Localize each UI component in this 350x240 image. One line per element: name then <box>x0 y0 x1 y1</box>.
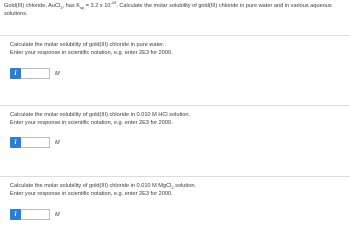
unit-label: M <box>55 139 60 146</box>
answer-row <box>10 68 60 79</box>
question-text: Calculate the molar solubility of gold(III) chloride in 0.010 M HCl solution. <box>10 112 191 118</box>
info-icon: i <box>14 138 17 146</box>
question-text: Calculate the molar solubility of gold(III) chloride in 0.010 M MgCl$_2$ solution. <box>10 183 196 191</box>
unit-label: M <box>55 70 60 77</box>
question-prompt <box>10 112 340 127</box>
question-part-1 <box>0 35 350 96</box>
question-part-2 <box>0 105 350 166</box>
info-button[interactable] <box>10 68 21 79</box>
question-part-3 <box>0 176 350 222</box>
ksp-subscript: sp <box>79 5 85 11</box>
question-instruction: Enter your response in scientific notation, e.g. enter 2E3 for 2000. <box>10 49 173 56</box>
question-prompt <box>10 42 340 57</box>
answer-row <box>10 137 60 148</box>
ksp-value: = 3.2 x 10 <box>84 3 111 9</box>
formula-subscript: 3 <box>60 5 63 11</box>
intro-suffix: . Calculate the molar solubility of gold(III) chloride in pure water and in various aqueous solutions. <box>4 3 332 17</box>
ksp-exponent: -25 <box>110 0 117 6</box>
question-instruction: Enter your response in scientific notation, e.g. enter 2E3 for 2000. <box>10 119 173 126</box>
answer-input[interactable] <box>21 137 50 148</box>
question-text: Calculate the molar solubility of gold(III) chloride in pure water. <box>10 42 165 48</box>
question-prompt <box>10 183 340 198</box>
problem-statement <box>4 0 346 18</box>
info-icon: i <box>14 210 17 218</box>
answer-input[interactable] <box>21 209 50 220</box>
info-button[interactable] <box>10 209 21 220</box>
info-icon: i <box>14 69 17 77</box>
answer-row <box>10 209 60 220</box>
info-button[interactable] <box>10 137 21 148</box>
unit-label: M <box>55 211 60 218</box>
intro-prefix: Gold(III) chloride, AuCl <box>4 3 61 9</box>
question-instruction: Enter your response in scientific notation, e.g. enter 2E3 for 2000. <box>10 190 173 197</box>
answer-input[interactable] <box>21 68 50 79</box>
intro-mid: , has K <box>62 3 80 9</box>
